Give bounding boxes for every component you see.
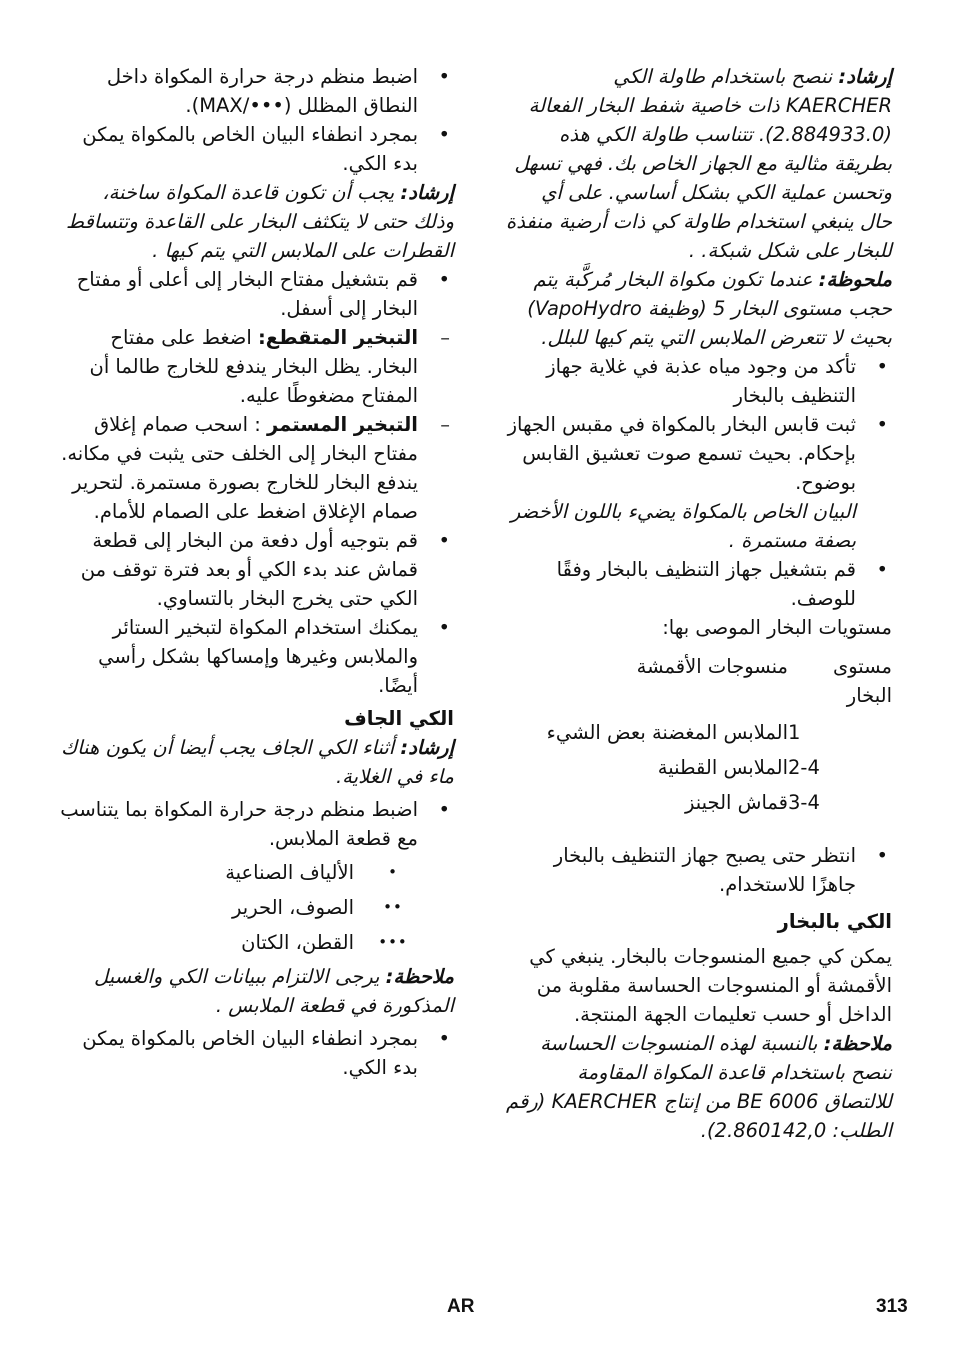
dash-text: : اسحب صمام إغلاق مفتاح البخار إلى الخلف حتى يثبت في مكانه. يندفع البخار للخارج بصورة مستمرة. لتحرير صمام الإغلاق اضغط على الصمام للأمام. bbox=[61, 413, 418, 523]
dash-continuous-steam bbox=[60, 410, 454, 526]
left-column bbox=[60, 62, 454, 1082]
bullet-lamp-off-2: • بمجرد انطفاء البيان الخاص بالمكواة يمكن بدء الكي. bbox=[60, 1024, 454, 1082]
note-label: ملاحظة: bbox=[823, 1032, 892, 1055]
dash-intermittent-steam bbox=[60, 323, 454, 410]
note-label: ملحوظة: bbox=[818, 268, 892, 291]
tip-label: إرشاد: bbox=[400, 736, 454, 759]
tip-text: ننصح باستخدام طاولة الكي KAERCHER ذات خاصية شفط البخار الفعالة (2.884933.0). تتناسب طاولة الكي هذه بطريقة مثالية مع الجهاز الخاص بك. فهي تسهل وتحسن عملية الكي بشكل أساسي. على أي حال ينبغي استخدام طاولة كي ذات أرضية منفذة للبخار على شكل شبكة. . bbox=[505, 65, 892, 262]
right-column bbox=[506, 62, 892, 1145]
note-sensitive-fabrics bbox=[506, 1029, 892, 1145]
tip-text: أثناء الكي الجاف يجب أيضا أن يكون هناك ماء في الغلاية. bbox=[61, 736, 454, 788]
row-level: 2-4 bbox=[788, 756, 820, 779]
dash-text: اضغط على مفتاح البخار. يظل البخار يندفع للخارج طالما أن المفتاح مضغوطًا عليه. bbox=[89, 326, 418, 407]
row-level: 3-4 bbox=[788, 791, 820, 814]
bullet-first-burst: • قم بتوجيه أول دفعة من البخار إلى قطعة قماش عند بدء الكي أو بعد فترة توقف من الكي حتى يخرج البخار بالتساوي. bbox=[60, 526, 454, 613]
row-fabric: الملابس المغضنة بعض الشيء bbox=[546, 721, 788, 744]
heading-dry-ironing: الكي الجاف bbox=[344, 707, 454, 730]
note-text: يرجى الالتزام ببيانات الكي والغسيل المذكورة في قطعة الملابس . bbox=[94, 965, 454, 1017]
temp-dots-icon: •• bbox=[383, 898, 403, 916]
dash-label: التبخير المستمر bbox=[267, 413, 418, 436]
table-header-row bbox=[506, 648, 892, 716]
steam-ironing-text: يمكن كي جميع المنسوجات بالبخار. ينبغي كي الأقمشة أو المنسوجات الحساسة مقلوبة من الداخل أو حسب تعليمات الجهة المنتجة. bbox=[529, 945, 892, 1026]
dash-label: التبخير المتقطع: bbox=[257, 326, 418, 349]
bullet-set-temperature: • اضبط منظم درجة حرارة المكواة بما يتناسب مع قطعة الملابس. bbox=[60, 795, 454, 853]
tip-label: إرشاد: bbox=[838, 65, 892, 88]
bullet-lamp-off: • بمجرد انطفاء البيان الخاص بالمكواة يمكن بدء الكي. bbox=[60, 120, 454, 178]
fabric-temp-list bbox=[60, 857, 454, 958]
heading-steam-ironing: الكي بالبخار bbox=[777, 910, 892, 933]
bullet-temp-regulator: • اضبط منظم درجة حرارة المكواة داخل النطاق المظلل (•••/MAX). bbox=[60, 62, 454, 120]
note-care-labels bbox=[60, 962, 454, 1020]
row-fabric: قماش الجينز bbox=[684, 791, 788, 814]
temp-dots-icon: ••• bbox=[378, 933, 408, 951]
fabric-name: الصوف، الحرير bbox=[232, 896, 354, 919]
header-steam-level: مستوى البخار bbox=[832, 655, 892, 707]
list-item bbox=[60, 927, 418, 958]
note-label: ملاحظة: bbox=[385, 965, 454, 988]
note-text: عندما تكون مكواة البخار مُركَّبة يتم حجب مستوى البخار 5 (وظيفة VapoHydro) بحيث لا تتعرض الملابس التي يتم كيها للبلل. bbox=[527, 268, 892, 349]
fabric-name: الألياف الصناعية bbox=[225, 861, 354, 884]
fabric-name: القطن، الكتان bbox=[241, 931, 354, 954]
bullet-switch-on: • قم بتشغيل جهاز التنظيف بالبخار وفقًا للوصف. bbox=[506, 555, 892, 613]
table-row bbox=[506, 716, 892, 751]
list-item bbox=[60, 857, 418, 888]
temp-dots-icon: • bbox=[388, 863, 398, 881]
tip-dry-water bbox=[60, 733, 454, 791]
header-fabric: منسوجات الأقمشة bbox=[636, 655, 788, 678]
tip-hot-soleplate bbox=[60, 178, 454, 265]
row-level: 1 bbox=[788, 721, 801, 744]
steam-levels-intro: مستويات البخار الموصى بها: bbox=[662, 616, 892, 639]
iron-lamp-note: البيان الخاص بالمكواة يضيء باللون الأخضر بصفة مستمرة . bbox=[510, 500, 856, 552]
bullet-steam-plug: • ثبت قابس البخار بالمكواة في مقبس الجهاز بإحكام. بحيث تسمع صوت تعشيق القابس بوضوح. bbox=[506, 410, 892, 497]
footer-language: AR bbox=[447, 1296, 475, 1317]
list-item bbox=[60, 892, 418, 923]
row-fabric: الملابس القطنية bbox=[657, 756, 788, 779]
footer-page-number: 313 bbox=[876, 1296, 908, 1317]
tip-ironing-table bbox=[506, 62, 892, 265]
bullet-fresh-water: • تأكد من وجود مياه عذبة في غلاية جهاز التنظيف بالبخار bbox=[506, 352, 892, 410]
table-row bbox=[506, 786, 892, 821]
steam-level-table bbox=[506, 648, 892, 821]
bullet-vertical-steam: • يمكنك استخدام المكواة لتبخير الستائر والملابس وغيرها وإمساكها بشكل رأسي أيضًا. bbox=[60, 613, 454, 700]
bullet-wait-ready: • انتظر حتى يصبح جهاز التنظيف بالبخار جاهزًا للاستخدام. bbox=[506, 841, 892, 899]
bullet-steam-switch: • قم بتشغيل مفتاح البخار إلى أعلى أو مفتاح البخار إلى أسفل. bbox=[60, 265, 454, 323]
tip-label: إرشاد: bbox=[400, 181, 454, 204]
tip-text: يجب أن تكون قاعدة المكواة ساخنة، وذلك حتى لا يتكثف البخار على القاعدة وتتساقط القطرات على الملابس التي يتم كيها . bbox=[65, 181, 454, 262]
table-row bbox=[506, 751, 892, 786]
note-vapohydro bbox=[506, 265, 892, 352]
note-text: بالنسبة لهذه المنسوجات الحساسة ننصح باستخدام قاعدة المكواة المقاومة للالتصاق BE 6006 من إنتاج KAERCHER (رقم الطلب: 2.860142,0). bbox=[506, 1032, 892, 1142]
